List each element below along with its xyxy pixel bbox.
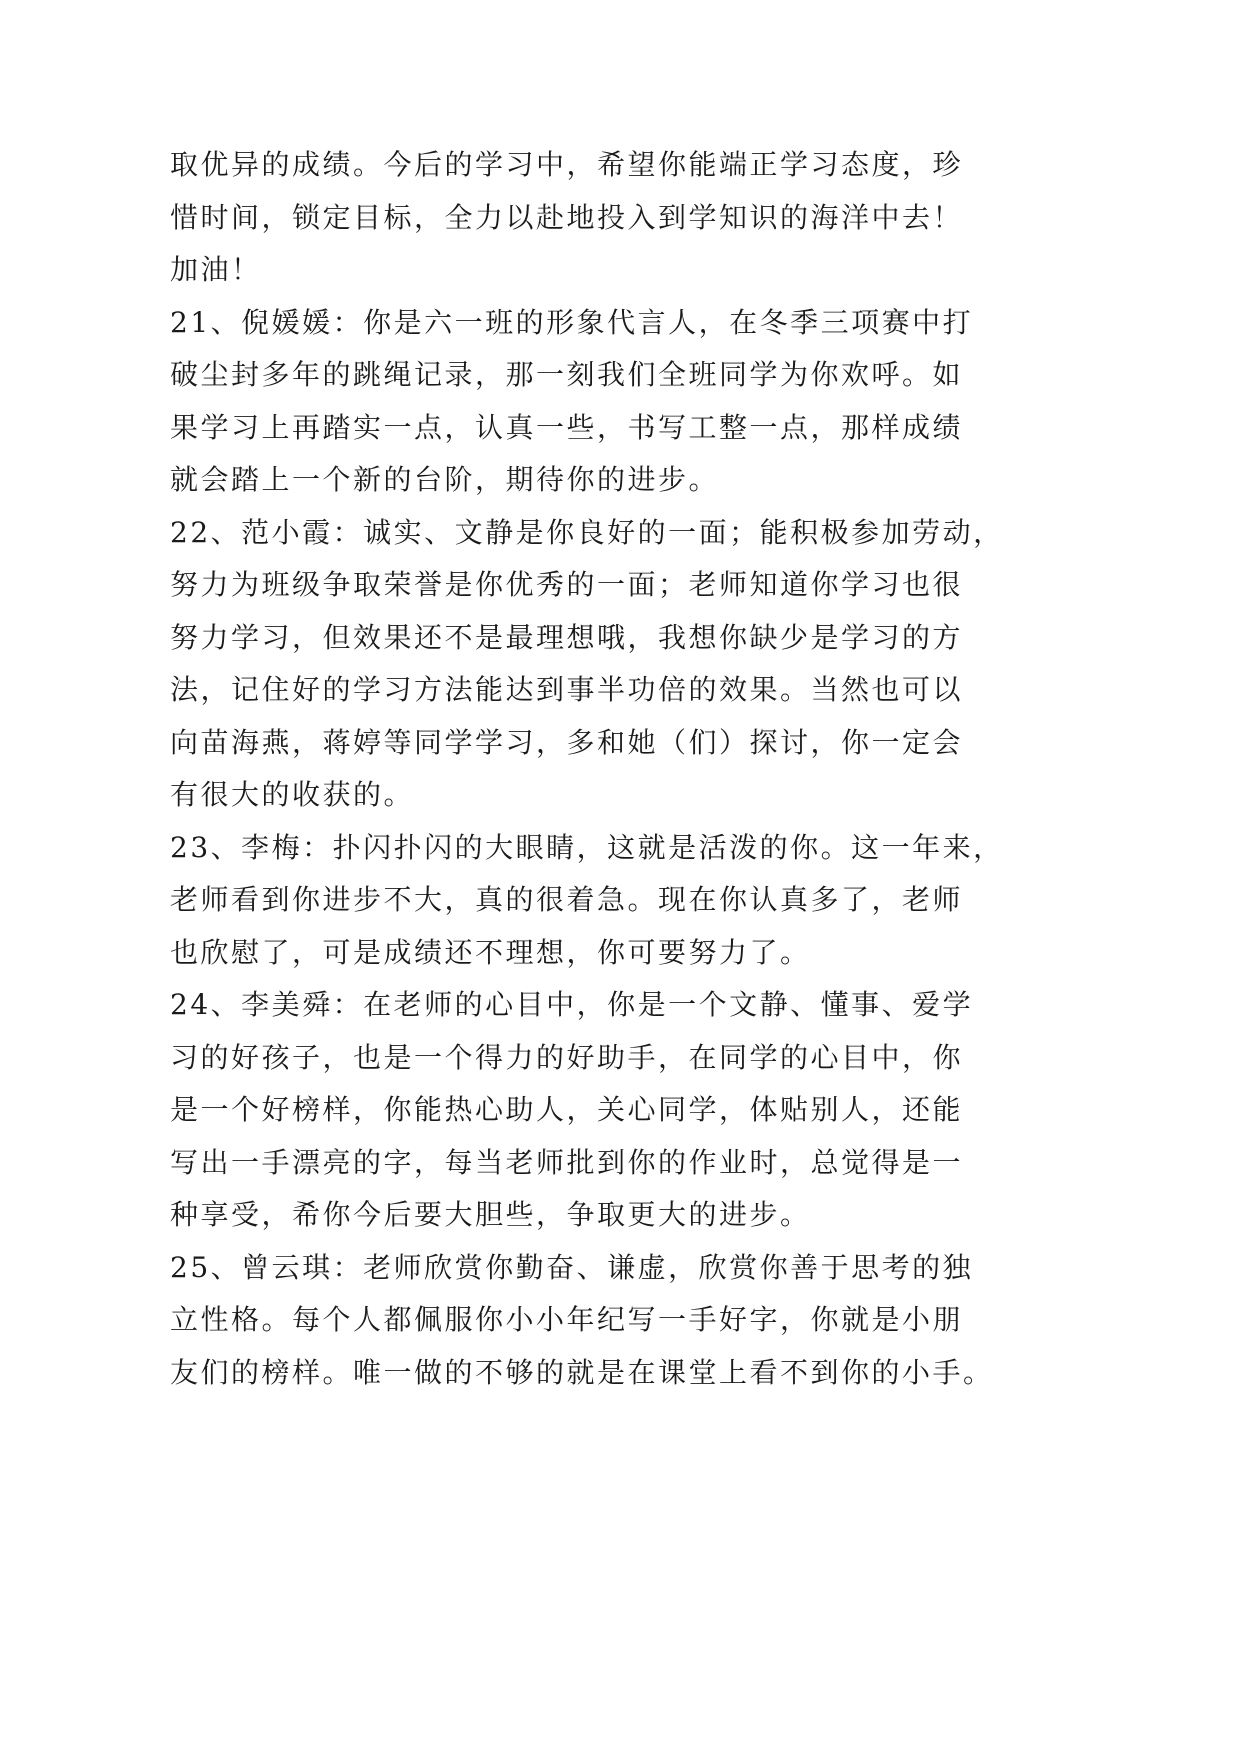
text-line: 也欣慰了，可是成绩还不理想，你可要努力了。: [170, 935, 811, 969]
document-body: [170, 139, 1004, 1399]
text-line: 努力为班级争取荣誉是你优秀的一面；老师知道你学习也很: [170, 568, 964, 601]
text-line: 取优异的成绩。今后的学习中，希望你能端正学习态度，珍: [170, 148, 964, 181]
text-line: 努力学习，但效果还不是最理想哦，我想你缺少是学习的方: [170, 620, 964, 654]
text-line: 25、曾云琪：老师欣赏你勤奋、谦虚，欣赏你善于思考的独: [170, 1250, 974, 1284]
text-line: 向苗海燕，蒋婷等同学学习，多和她（们）探讨，你一定会: [170, 725, 964, 759]
text-line: 果学习上再踏实一点，认真一些，书写工整一点，那样成绩: [170, 410, 964, 444]
text-line: 23、李梅：扑闪扑闪的大眼睛，这就是活泼的你。这一年来，: [170, 830, 1004, 864]
text-line: 立性格。每个人都佩服你小小年纪写一手好字，你就是小朋: [170, 1303, 964, 1336]
text-line: 24、李美舜：在老师的心目中，你是一个文静、懂事、爱学: [170, 988, 974, 1021]
text-line: 破尘封多年的跳绳记录，那一刻我们全班同学为你欢呼。如: [170, 358, 964, 391]
text-line: 老师看到你进步不大，真的很着急。现在你认真多了，老师: [170, 883, 964, 916]
text-line: 22、范小霞：诚实、文静是你良好的一面；能积极参加劳动，: [170, 515, 1004, 549]
text-line: 友们的榜样。唯一做的不够的就是在课堂上看不到你的小手。: [170, 1355, 994, 1389]
text-line: 是一个好榜样，你能热心助人，关心同学，体贴别人，还能: [170, 1093, 964, 1126]
text-line: 惜时间，锁定目标，全力以赴地投入到学知识的海洋中去！: [170, 200, 964, 234]
text-line: 种享受，希你今后要大胆些，争取更大的进步。: [170, 1198, 811, 1231]
text-line: 就会踏上一个新的台阶，期待你的进步。: [170, 463, 720, 496]
text-line: 习的好孩子，也是一个得力的好助手，在同学的心目中，你: [170, 1040, 964, 1074]
text-line: 有很大的收获的。: [170, 778, 415, 811]
text-line: 法，记住好的学习方法能达到事半功倍的效果。当然也可以: [170, 673, 964, 706]
text-line: 加油！: [170, 253, 262, 286]
text-line: 21、倪媛媛：你是六一班的形象代言人，在冬季三项赛中打: [170, 305, 974, 339]
text-line: 写出一手漂亮的字，每当老师批到你的作业时，总觉得是一: [170, 1145, 964, 1179]
